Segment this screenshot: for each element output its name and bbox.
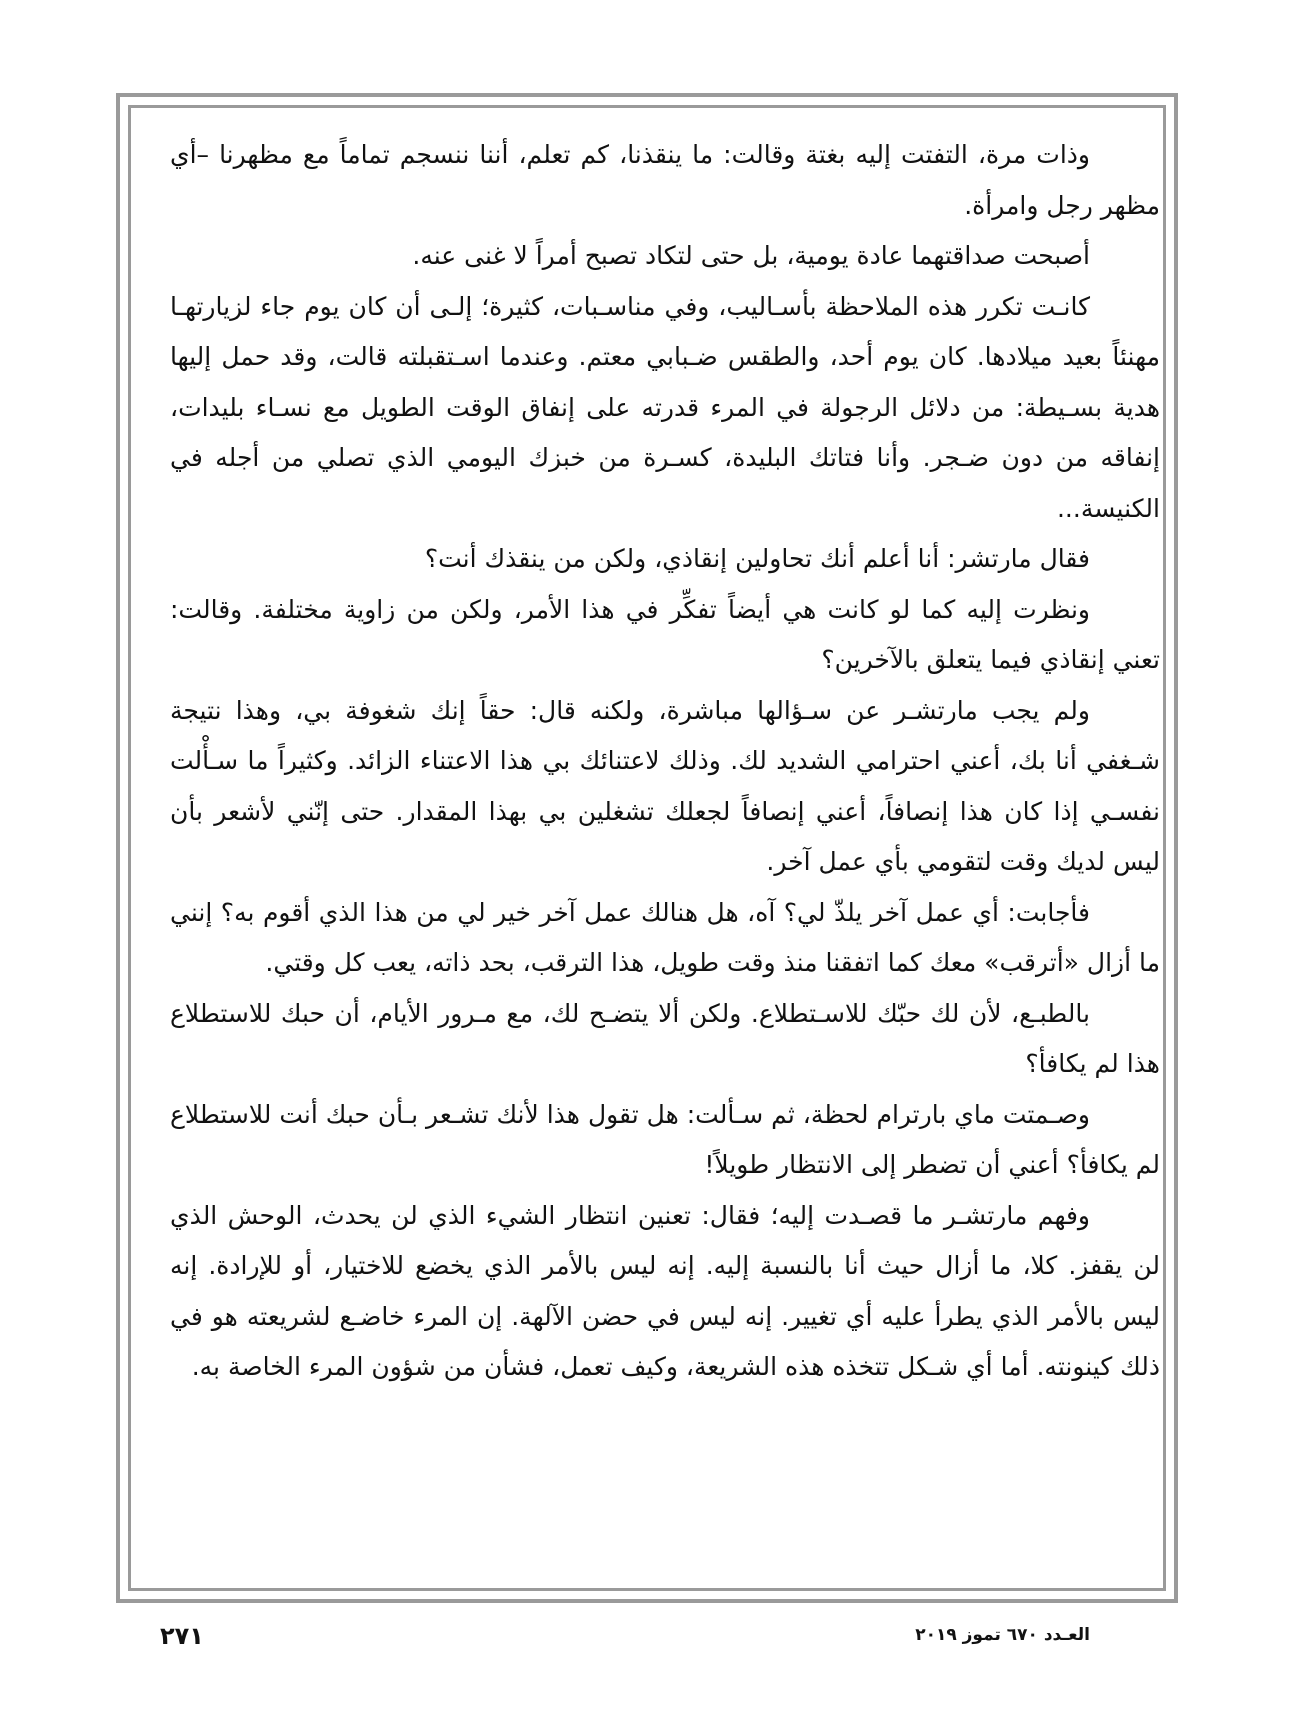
issue-info: العـدد ٦٧٠ تموز ٢٠١٩ (915, 1625, 1090, 1645)
page-footer (0, 1622, 1315, 1662)
article-body (170, 130, 1160, 1393)
paragraph: بالطبـع، لأن لك حبّك للاسـتطلاع. ولكن ألا يتضـح لك، مع مـرور الأيام، أن حبك للاستطلاع هذا لم يكافأ؟ (170, 998, 1160, 1078)
paragraph: ونظرت إليه كما لو كانت هي أيضاً تفكِّر في هذا الأمر، ولكن من زاوية مختلفة. وقالت: تعني إنقاذي فيما يتعلق بالآخرين؟ (170, 594, 1160, 674)
paragraph: وذات مرة، التفتت إليه بغتة وقالت: ما ينقذنا، كم تعلم، أننا ننسجم تماماً مع مظهرنا –أي مظهر رجل وامرأة. (170, 140, 1160, 220)
paragraph: كانـت تكرر هذه الملاحظة بأسـاليب، وفي مناسـبات، كثيرة؛ إلـى أن كان يوم جاء لزيارتهـا مهنئاً بعيد ميلادها. كان يوم أحد، والطقس ضـبابي معتم. وعندما اسـتقبلته قالت، وقد حمل إليها هدية بسـيطة: من دلائل الرجولة في المرء قدرته على إنفاق الوقت الطويل مع نسـاء بليدات، إنفاقه من دون ضـجر. وأنا فتاتك البليدة، كسـرة من خبزك اليومي الذي تصلي من أجله في الكنيسة... (170, 291, 1160, 523)
paragraph: فأجابت: أي عمل آخر يلذّ لي؟ آه، هل هنالك عمل آخر خير لي من هذا الذي أقوم به؟ إنني ما أزال «أترقب» معك كما اتفقنا منذ وقت طويل، هذا الترقب، بحد ذاته، يعب كل وقتي. (170, 897, 1160, 977)
paragraph: وفهم مارتشـر ما قصـدت إليه؛ فقال: تعنين انتظار الشيء الذي لن يحدث، الوحش الذي لن يقفز. كلا، ما أزال حيث أنا بالنسبة إليه. إنه ليس بالأمر الذي يخضع للاختيار، أو للإرادة. إنه ليس بالأمر الذي يطرأ عليه أي تغيير. إنه ليس في حضن الآلهة. إن المرء خاضـع لشريعته هو في ذلك كينونته. أما أي شـكل تتخذه هذه الشريعة، وكيف تعمل، فشأن من شؤون المرء الخاصة به. (170, 1200, 1160, 1381)
paragraph: أصبحت صداقتهما عادة يومية، بل حتى لتكاد تصبح أمراً لا غنى عنه. (412, 241, 1090, 270)
paragraph: فقال مارتشر: أنا أعلم أنك تحاولين إنقاذي، ولكن من ينقذك أنت؟ (424, 544, 1090, 573)
page-number: ٢٧١ (160, 1622, 204, 1650)
paragraph: ولم يجب مارتشـر عن سـؤالها مباشرة، ولكنه قال: حقاً إنك شغوفة بي، وهذا نتيجة شـغفي أنا بك، أعني احترامي الشديد لك. وذلك لاعتنائك بي هذا الاعتناء الزائد. وكثيراً ما سـأْلت نفسـي إذا كان هذا إنصافاً، أعني إنصافاً لجعلك تشغلين بي بهذا المقدار. حتى إنّني لأشعر بأن ليس لديك وقت لتقومي بأي عمل آخر. (170, 695, 1160, 876)
paragraph: وصـمتت ماي بارترام لحظة، ثم سـألت: هل تقول هذا لأنك تشـعر بـأن حبك أنت للاستطلاع لم يكافأ؟ أعني أن تضطر إلى الانتظار طويلاً! (170, 1099, 1160, 1179)
